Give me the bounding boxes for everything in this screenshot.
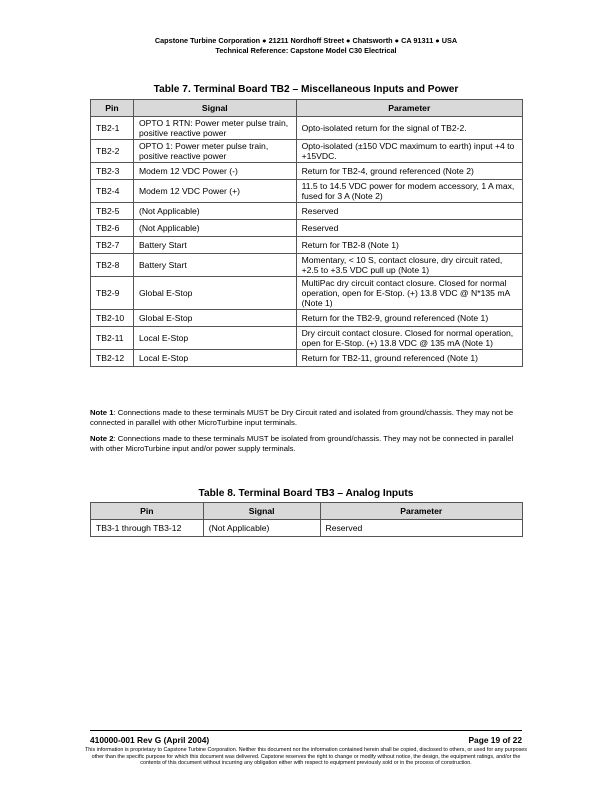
pin-cell: TB2-8 xyxy=(91,254,134,277)
pin-cell: TB2-12 xyxy=(91,350,134,367)
table8-header-signal: Signal xyxy=(203,503,320,520)
header-address: Capstone Turbine Corporation ● 21211 Nordhoff Street ● Chatsworth ● CA 91311 ● USA xyxy=(154,36,458,45)
signal-cell: Local E-Stop xyxy=(133,350,296,367)
footer-document-id: 410000-001 Rev G (April 2004) xyxy=(90,735,210,745)
signal-cell: Battery Start xyxy=(133,237,296,254)
table-row xyxy=(91,254,523,277)
table8 xyxy=(90,502,523,537)
signal-cell: (Not Applicable) xyxy=(133,220,296,237)
table8-caption: Table 8. Terminal Board TB3 – Analog Inputs xyxy=(198,488,414,499)
pin-cell: TB2-11 xyxy=(91,327,134,350)
table-row xyxy=(91,277,523,310)
pin-cell: TB2-2 xyxy=(91,140,134,163)
signal-cell: Local E-Stop xyxy=(133,327,296,350)
pin-cell: TB2-9 xyxy=(91,277,134,310)
footer-divider xyxy=(90,730,522,731)
signal-cell: (Not Applicable) xyxy=(133,203,296,220)
pin-cell: TB2-10 xyxy=(91,310,134,327)
note-1-label: Note 1 xyxy=(90,408,114,417)
table7-header-row xyxy=(91,100,523,117)
table-row xyxy=(91,310,523,327)
parameter-cell: Return for the TB2-9, ground referenced (Note 1) xyxy=(296,310,522,327)
pin-cell: TB2-4 xyxy=(91,180,134,203)
footer-disclaimer: This information is proprietary to Capstone Turbine Corporation. Neither this document nor the information contained herein shall be copied, disclosed to others, or used for any purposes other than the specific purpose for which this document was delivered. Capstone reserves the right to change or modify without notice, the design, the equipment ratings, and/or the contents of this document without incurring any obligation either with respect to equipment previously sold or in the process of construction. xyxy=(85,747,527,767)
header-document-title: Technical Reference: Capstone Model C30 Electrical xyxy=(215,46,397,55)
parameter-cell: Return for TB2-4, ground referenced (Note 2) xyxy=(296,163,522,180)
table-row xyxy=(91,520,523,537)
table-row xyxy=(91,203,523,220)
parameter-cell: Reserved xyxy=(320,520,523,537)
parameter-cell: Opto-isolated return for the signal of TB2-2. xyxy=(296,117,522,140)
table7-header-parameter: Parameter xyxy=(296,100,522,117)
pin-cell: TB2-7 xyxy=(91,237,134,254)
table7-caption: Table 7. Terminal Board TB2 – Miscellaneous Inputs and Power xyxy=(153,84,459,95)
table-row xyxy=(91,180,523,203)
parameter-cell: Momentary, < 10 S, contact closure, dry circuit rated, +2.5 to +3.5 VDC pull up (Note 1) xyxy=(296,254,522,277)
parameter-cell: Return for TB2-11, ground referenced (Note 1) xyxy=(296,350,522,367)
signal-cell: OPTO 1 RTN: Power meter pulse train, positive reactive power xyxy=(133,117,296,140)
table8-header-pin: Pin xyxy=(91,503,204,520)
parameter-cell: Reserved xyxy=(296,203,522,220)
note-2-label: Note 2 xyxy=(90,434,114,443)
table7-header-signal: Signal xyxy=(133,100,296,117)
signal-cell: OPTO 1: Power meter pulse train, positive reactive power xyxy=(133,140,296,163)
table7-header-pin: Pin xyxy=(91,100,134,117)
table8-header-parameter: Parameter xyxy=(320,503,523,520)
parameter-cell: Reserved xyxy=(296,220,522,237)
note-2-text: : Connections made to these terminals MUST be isolated from ground/chassis. They may not be connected in parallel with other MicroTurbine input and/or power supply terminals. xyxy=(90,434,514,453)
signal-cell: Global E-Stop xyxy=(133,277,296,310)
signal-cell: Battery Start xyxy=(133,254,296,277)
table-row xyxy=(91,350,523,367)
pin-cell: TB2-1 xyxy=(91,117,134,140)
footer-page-number: Page 19 of 22 xyxy=(468,735,522,745)
table-row xyxy=(91,327,523,350)
pin-cell: TB2-5 xyxy=(91,203,134,220)
note-2 xyxy=(90,434,525,454)
table-row xyxy=(91,163,523,180)
table-row xyxy=(91,237,523,254)
signal-cell: Global E-Stop xyxy=(133,310,296,327)
table-row xyxy=(91,117,523,140)
signal-cell: Modem 12 VDC Power (-) xyxy=(133,163,296,180)
pin-cell: TB2-3 xyxy=(91,163,134,180)
table-row xyxy=(91,220,523,237)
parameter-cell: Dry circuit contact closure. Closed for normal operation, open for E-Stop. (+) 13.8 VDC @ 135 mA (Note 1) xyxy=(296,327,522,350)
note-1-text: : Connections made to these terminals MUST be Dry Circuit rated and isolated from ground/chassis. They may not be connected in parallel with other MicroTurbine input terminals. xyxy=(90,408,514,427)
table-row xyxy=(91,140,523,163)
parameter-cell: Return for TB2-8 (Note 1) xyxy=(296,237,522,254)
pin-cell: TB3-1 through TB3-12 xyxy=(91,520,204,537)
pin-cell: TB2-6 xyxy=(91,220,134,237)
table7 xyxy=(90,99,523,367)
parameter-cell: MultiPac dry circuit contact closure. Closed for normal operation, open for E-Stop. (+) 13.8 VDC @ N*135 mA (Note 1) xyxy=(296,277,522,310)
note-1 xyxy=(90,408,525,428)
parameter-cell: Opto-isolated (±150 VDC maximum to earth) input +4 to +15VDC. xyxy=(296,140,522,163)
page-header xyxy=(0,36,612,56)
parameter-cell: 11.5 to 14.5 VDC power for modem accessory, 1 A max, fused for 3 A (Note 2) xyxy=(296,180,522,203)
table8-header-row xyxy=(91,503,523,520)
signal-cell: (Not Applicable) xyxy=(203,520,320,537)
signal-cell: Modem 12 VDC Power (+) xyxy=(133,180,296,203)
